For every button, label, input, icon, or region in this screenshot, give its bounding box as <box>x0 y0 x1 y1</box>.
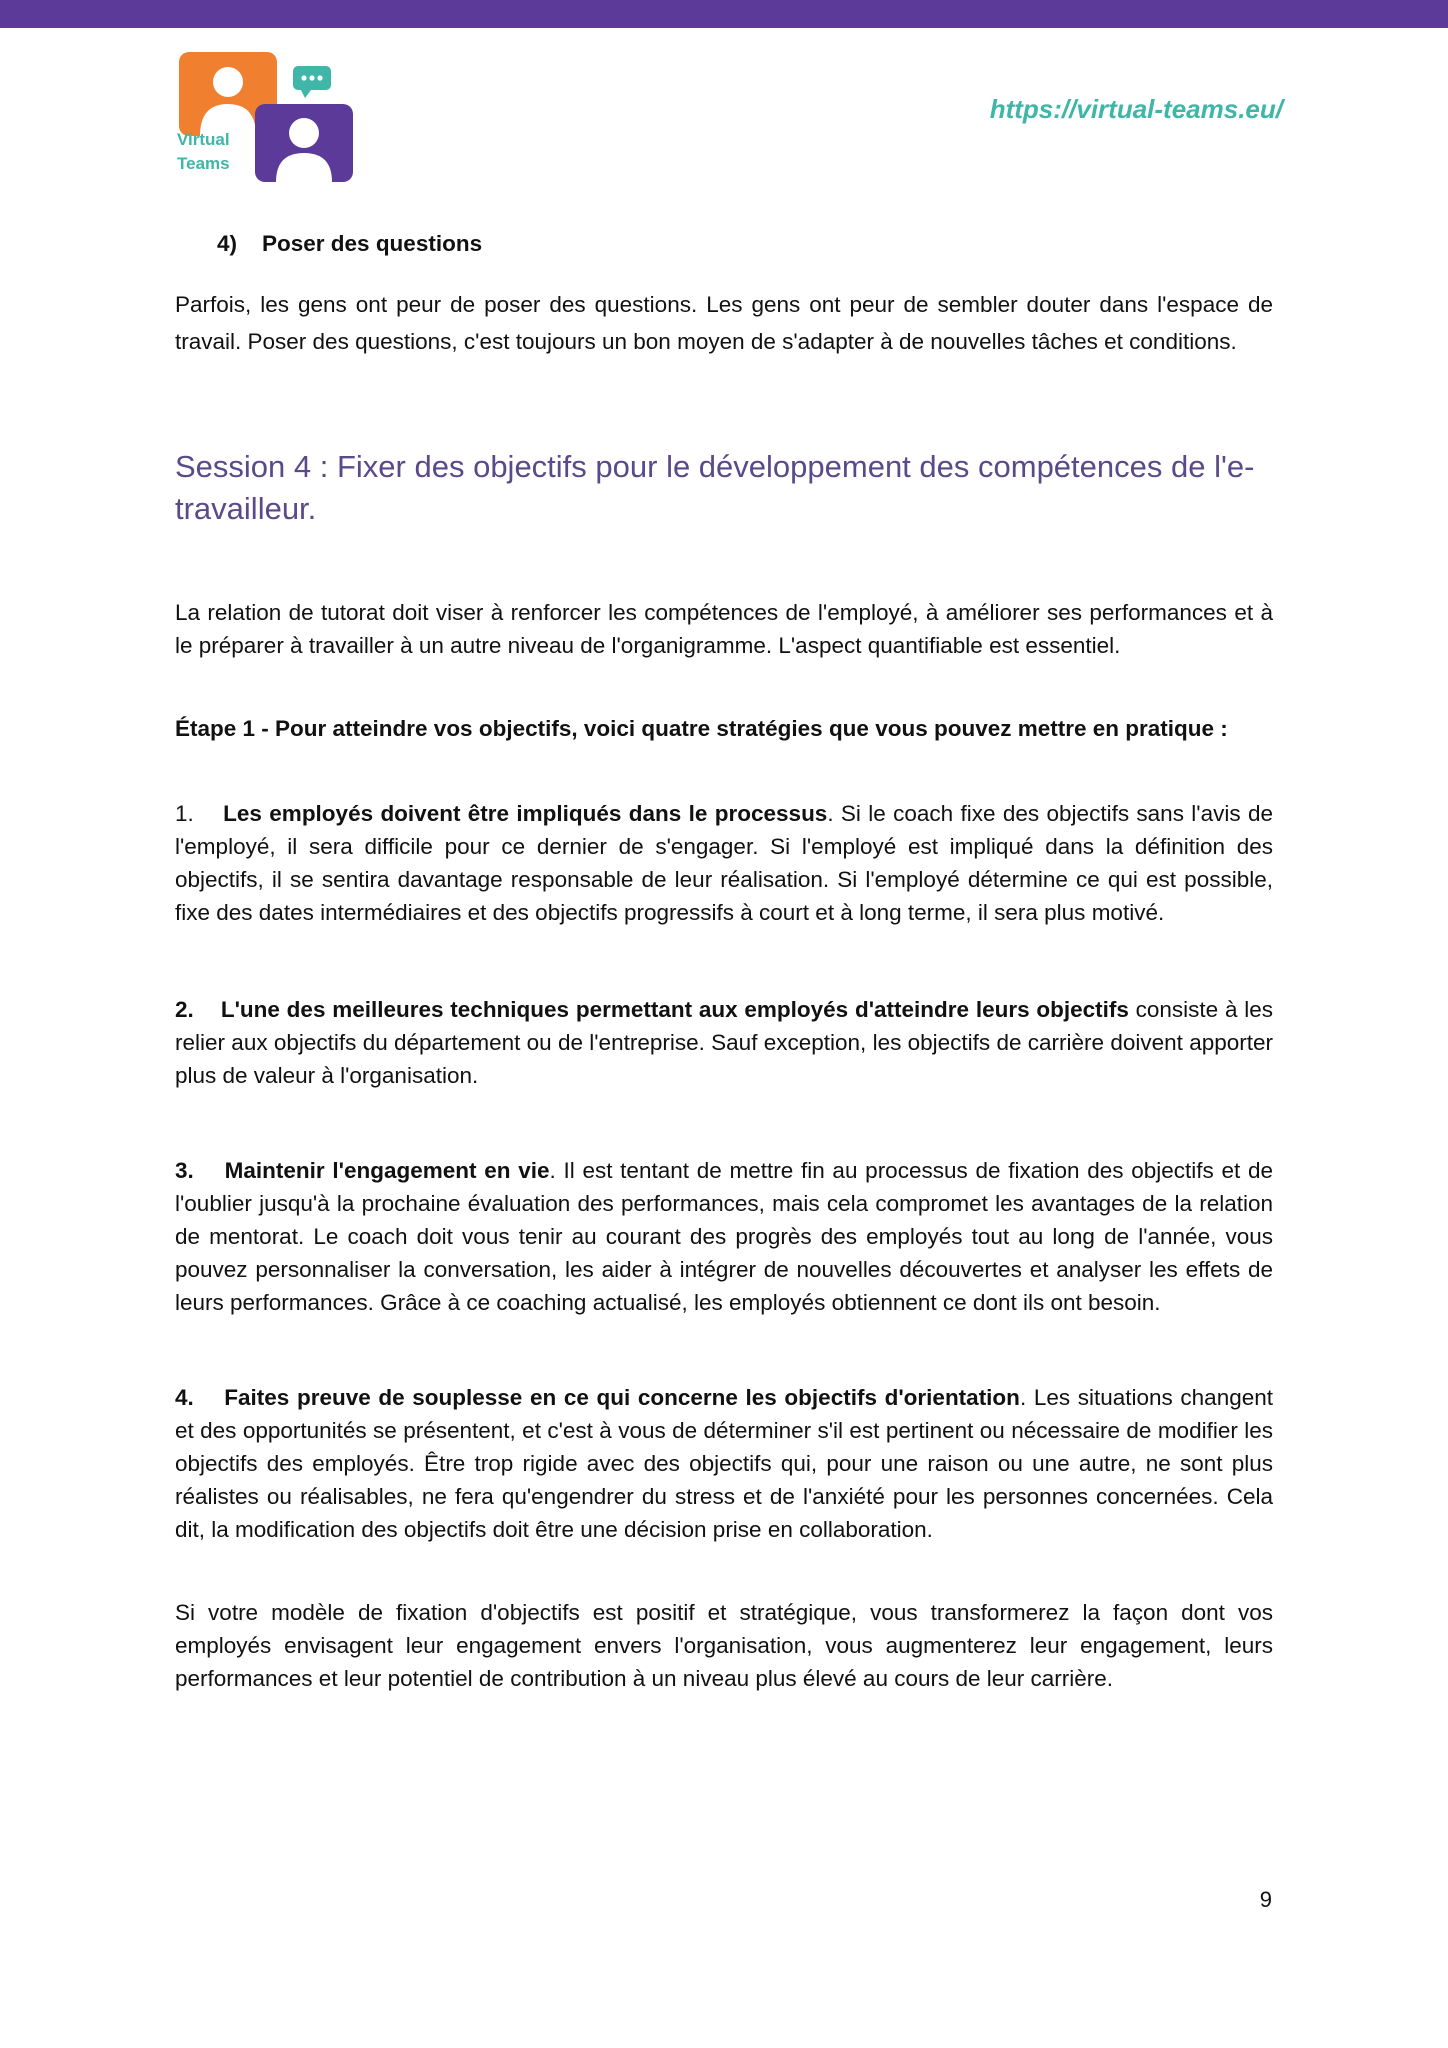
strategy-item-2-number: 2. <box>175 997 194 1022</box>
strategy-item-1-text: . Si le coach fixe des objectifs sans l'avis de l'employé, il sera difficile pour ce dernier de s'engager. Si l'employé est impliqué dans la définition des objectifs, il se sentira davantage responsable de leur réalisation. Si l'employé détermine ce qui est possible, fixe des dates intermédiaires et des objectifs progressifs à court et à long terme, il sera plus motivé. <box>175 801 1273 925</box>
step-1-heading-text: Étape 1 - Pour atteindre vos objectifs, voici quatre stratégies que vous pouvez mettre en pratique : <box>175 716 1228 741</box>
strategy-item-4-text: . Les situations changent et des opportunités se présentent, et c'est à vous de déterminer s'il est pertinent ou nécessaire de modifier les objectifs des employés. Être trop rigide avec des objectifs qui, pour une raison ou une autre, ne sont plus réalistes ou réalisables, ne fera qu'engendrer du stress et de l'anxiété pour les personnes concernées. Cela dit, la modification des objectifs doit être une décision prise en collaboration. <box>175 1385 1273 1542</box>
intro-paragraph: La relation de tutorat doit viser à renforcer les compétences de l'employé, à améliorer ses performances et à le préparer à travailler à un autre niveau de l'organigramme. L'aspect quantifiable est essentiel. <box>175 600 1273 658</box>
step-1-heading <box>175 712 1273 745</box>
strategy-item-1-title: Les employés doivent être impliqués dans le processus <box>223 801 828 826</box>
strategy-item-1-number: 1. <box>175 801 194 826</box>
closing-paragraph: Si votre modèle de fixation d'objectifs est positif et stratégique, vous transformerez la façon dont vos employés envisagent leur engagement envers l'organisation, vous augmenterez leur engagement, leurs performances et leur potentiel de contribution à un niveau plus élevé au cours de leur carrière. <box>175 1600 1273 1691</box>
strategy-item-2-title: L'une des meilleures techniques permettant aux employés d'atteindre leurs objectifs <box>220 997 1129 1022</box>
virtual-teams-logo <box>175 52 355 182</box>
logo-text-virtual: Virtual <box>177 130 230 149</box>
strategy-item-3-title: Maintenir l'engagement en vie <box>224 1158 550 1183</box>
strategy-item-3-number: 3. <box>175 1158 194 1183</box>
strategy-item-3-text: . Il est tentant de mettre fin au processus de fixation des objectifs et de l'oublier jusqu'à la prochaine évaluation des performances, mais cela compromet les avantages de la relation de mentorat. Le coach doit vous tenir au courant des progrès des employés tout au long de l'année, vous pouvez personnaliser la conversation, les aider à intégrer de nouvelles découvertes et analyser les effets de leurs performances. Grâce à ce coaching actualisé, les employés obtiennent ce dont ils ont besoin. <box>175 1158 1273 1315</box>
strategy-item-4 <box>175 1381 1273 1546</box>
strategy-item-3 <box>175 1154 1273 1319</box>
strategy-item-1 <box>175 797 1273 929</box>
strategy-item-2-text: consiste à les relier aux objectifs du département ou de l'entreprise. Sauf exception, les objectifs de carrière doivent apporter plus de valeur à l'organisation. <box>175 997 1273 1088</box>
strategy-item-2 <box>175 993 1273 1092</box>
question-4-heading: 4) Poser des questions <box>217 231 483 256</box>
header-url-link[interactable]: https://virtual-teams.eu/ <box>989 94 1283 124</box>
strategy-item-4-number: 4. <box>175 1385 194 1410</box>
session-4-title: Session 4 : Fixer des objectifs pour le développement des compétences de l'e-travailleur. <box>175 449 1255 526</box>
strategy-item-4-title: Faites preuve de souplesse en ce qui concerne les objectifs d'orientation <box>224 1385 1020 1410</box>
page-content <box>175 227 1273 1695</box>
logo-text-teams: Teams <box>177 154 230 173</box>
question-4-paragraph: Parfois, les gens ont peur de poser des questions. Les gens ont peur de sembler douter dans l'espace de travail. Poser des questions, c'est toujours un bon moyen de s'adapter à de nouvelles tâches et conditions. <box>175 292 1273 354</box>
top-bar <box>0 0 1448 28</box>
page-number: 9 <box>1259 1887 1272 1912</box>
